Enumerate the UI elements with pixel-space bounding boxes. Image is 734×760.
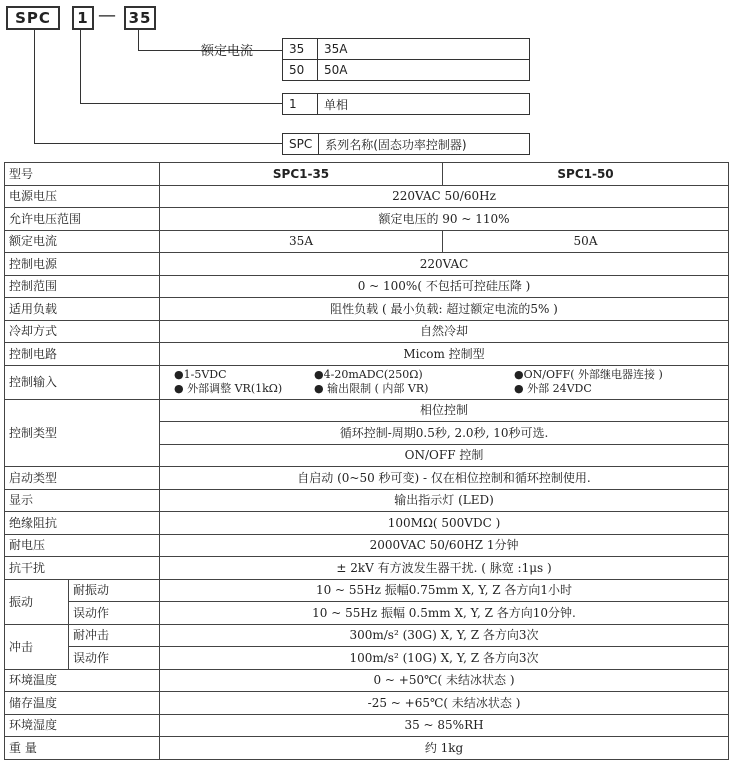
series-code: SPC: [283, 134, 319, 155]
current-option-desc: 35A: [318, 39, 530, 60]
spec-row-value: 220VAC 50/60Hz: [160, 185, 729, 208]
spec-row-value: 约 1kg: [160, 737, 729, 760]
model-current-box: 35: [124, 6, 156, 30]
spec-row-label: 环境湿度: [5, 714, 160, 737]
model-prefix-box: SPC: [6, 6, 60, 30]
current-option-row: [283, 39, 530, 60]
spec-row: [5, 298, 729, 321]
spec-row-label: 控制电源: [5, 253, 160, 276]
control-input-item: ● 外部 24VDC: [514, 382, 592, 395]
spec-row: [5, 512, 729, 535]
spec-row: [5, 489, 729, 512]
spec-row-shock: [5, 624, 729, 647]
spec-row-sublabel: 耐振动: [69, 579, 160, 602]
spec-row: [5, 320, 729, 343]
series-desc: 系列名称(固态功率控制器): [319, 134, 530, 155]
control-input-item: ●ON/OFF( 外部继电器连接 ): [514, 368, 663, 381]
spec-header-row: [5, 163, 729, 186]
spec-row-label: 耐电压: [5, 534, 160, 557]
spec-header-label: 型号: [5, 163, 160, 186]
phase-row: [283, 94, 530, 115]
spec-row-sublabel: 耐冲击: [69, 624, 160, 647]
spec-row: [5, 714, 729, 737]
spec-row: [5, 275, 729, 298]
spec-row-value: 220VAC: [160, 253, 729, 276]
spec-row-value: 阻性负载 ( 最小负载: 超过额定电流的5% ): [160, 298, 729, 321]
spec-row: [5, 230, 729, 253]
connector-phase-h: [80, 103, 282, 104]
spec-row-value: 2000VAC 50/60HZ 1分钟: [160, 534, 729, 557]
phase-table: [282, 93, 530, 115]
spec-row: [5, 467, 729, 490]
current-option-code: 35: [283, 39, 318, 60]
spec-row-value-col2: 50A: [443, 230, 729, 253]
spec-row-vibration: [5, 579, 729, 602]
spec-row-value: Micom 控制型: [160, 343, 729, 366]
spec-row-value-col1: 35A: [160, 230, 443, 253]
current-option-code: 50: [283, 60, 318, 81]
spec-row-value: 35 ~ 85%RH: [160, 714, 729, 737]
control-input-item: ● 输出限制 ( 内部 VR): [314, 382, 429, 395]
spec-row-value: 额定电压的 90 ~ 110%: [160, 208, 729, 231]
control-input-list: [160, 365, 729, 399]
current-options-table: [282, 38, 530, 81]
spec-row-value: 10 ~ 55Hz 振幅 0.5mm X, Y, Z 各方向10分钟.: [160, 602, 729, 625]
spec-row: [5, 185, 729, 208]
spec-row-value: ± 2kV 有方波发生器干扰. ( 脉宽 :1μs ): [160, 557, 729, 580]
spec-row-value: 0 ~ 100%( 不包括可控硅压降 ): [160, 275, 729, 298]
spec-row-label: 冲击: [5, 624, 69, 669]
current-option-desc: 50A: [318, 60, 530, 81]
spec-row-label: 控制输入: [5, 365, 160, 399]
spec-table: [4, 162, 729, 760]
model-digit-box: 1: [72, 6, 94, 30]
connector-series-v: [34, 30, 35, 143]
current-option-row: [283, 60, 530, 81]
spec-row-value: 100MΩ( 500VDC ): [160, 512, 729, 535]
connector-current-v: [138, 30, 139, 50]
spec-row-label: 显示: [5, 489, 160, 512]
control-input-item: ●4-20mADC(250Ω): [314, 368, 423, 381]
spec-row-label: 控制电路: [5, 343, 160, 366]
spec-row-control-type: [5, 399, 729, 422]
spec-row-value: 自然冷却: [160, 320, 729, 343]
connector-series-h: [34, 143, 282, 144]
spec-row-shock: [5, 647, 729, 670]
control-type-value: ON/OFF 控制: [160, 444, 729, 467]
spec-row-vibration: [5, 602, 729, 625]
spec-row-label: 冷却方式: [5, 320, 160, 343]
spec-row-label: 额定电流: [5, 230, 160, 253]
spec-row-label: 允许电压范围: [5, 208, 160, 231]
spec-header-col1: SPC1-35: [160, 163, 443, 186]
series-table: [282, 133, 530, 155]
phase-desc: 单相: [318, 94, 530, 115]
spec-row-sublabel: 误动作: [69, 602, 160, 625]
spec-row-value: -25 ~ +65℃( 未结冰状态 ): [160, 692, 729, 715]
control-input-item: ● 外部调整 VR(1kΩ): [174, 382, 283, 395]
spec-row-label: 振动: [5, 579, 69, 624]
control-type-value: 相位控制: [160, 399, 729, 422]
spec-row-value: 10 ~ 55Hz 振幅0.75mm X, Y, Z 各方向1小时: [160, 579, 729, 602]
spec-row: [5, 253, 729, 276]
spec-row-value: 输出指示灯 (LED): [160, 489, 729, 512]
series-row: [283, 134, 530, 155]
spec-row: [5, 557, 729, 580]
spec-row: [5, 534, 729, 557]
spec-row-label: 抗干扰: [5, 557, 160, 580]
control-input-item: ●1-5VDC: [174, 368, 227, 381]
connector-phase-v: [80, 30, 81, 103]
spec-row: [5, 737, 729, 760]
spec-row-label: 储存温度: [5, 692, 160, 715]
spec-row-label: 重 量: [5, 737, 160, 760]
spec-row-sublabel: 误动作: [69, 647, 160, 670]
spec-row-label: 启动类型: [5, 467, 160, 490]
spec-row-label: 控制范围: [5, 275, 160, 298]
spec-row: [5, 208, 729, 231]
spec-row-label: 控制类型: [5, 399, 160, 467]
spec-row: [5, 669, 729, 692]
spec-row: [5, 692, 729, 715]
current-rating-label: 额定电流: [201, 44, 254, 59]
control-type-value: 循环控制-周期0.5秒, 2.0秒, 10秒可选.: [160, 422, 729, 445]
phase-code: 1: [283, 94, 318, 115]
spec-row-control-input: [5, 365, 729, 399]
spec-row-value: 100m/s² (10G) X, Y, Z 各方向3次: [160, 647, 729, 670]
spec-row-value: 自启动 (0~50 秒可变) - 仅在相位控制和循环控制使用.: [160, 467, 729, 490]
spec-row-label: 电源电压: [5, 185, 160, 208]
model-dash: —: [98, 5, 116, 26]
spec-row-value: 0 ~ +50℃( 未结冰状态 ): [160, 669, 729, 692]
spec-header-col2: SPC1-50: [443, 163, 729, 186]
spec-row: [5, 343, 729, 366]
spec-row-value: 300m/s² (30G) X, Y, Z 各方向3次: [160, 624, 729, 647]
spec-row-label: 适用负载: [5, 298, 160, 321]
spec-row-label: 绝缘阻抗: [5, 512, 160, 535]
spec-row-label: 环境温度: [5, 669, 160, 692]
